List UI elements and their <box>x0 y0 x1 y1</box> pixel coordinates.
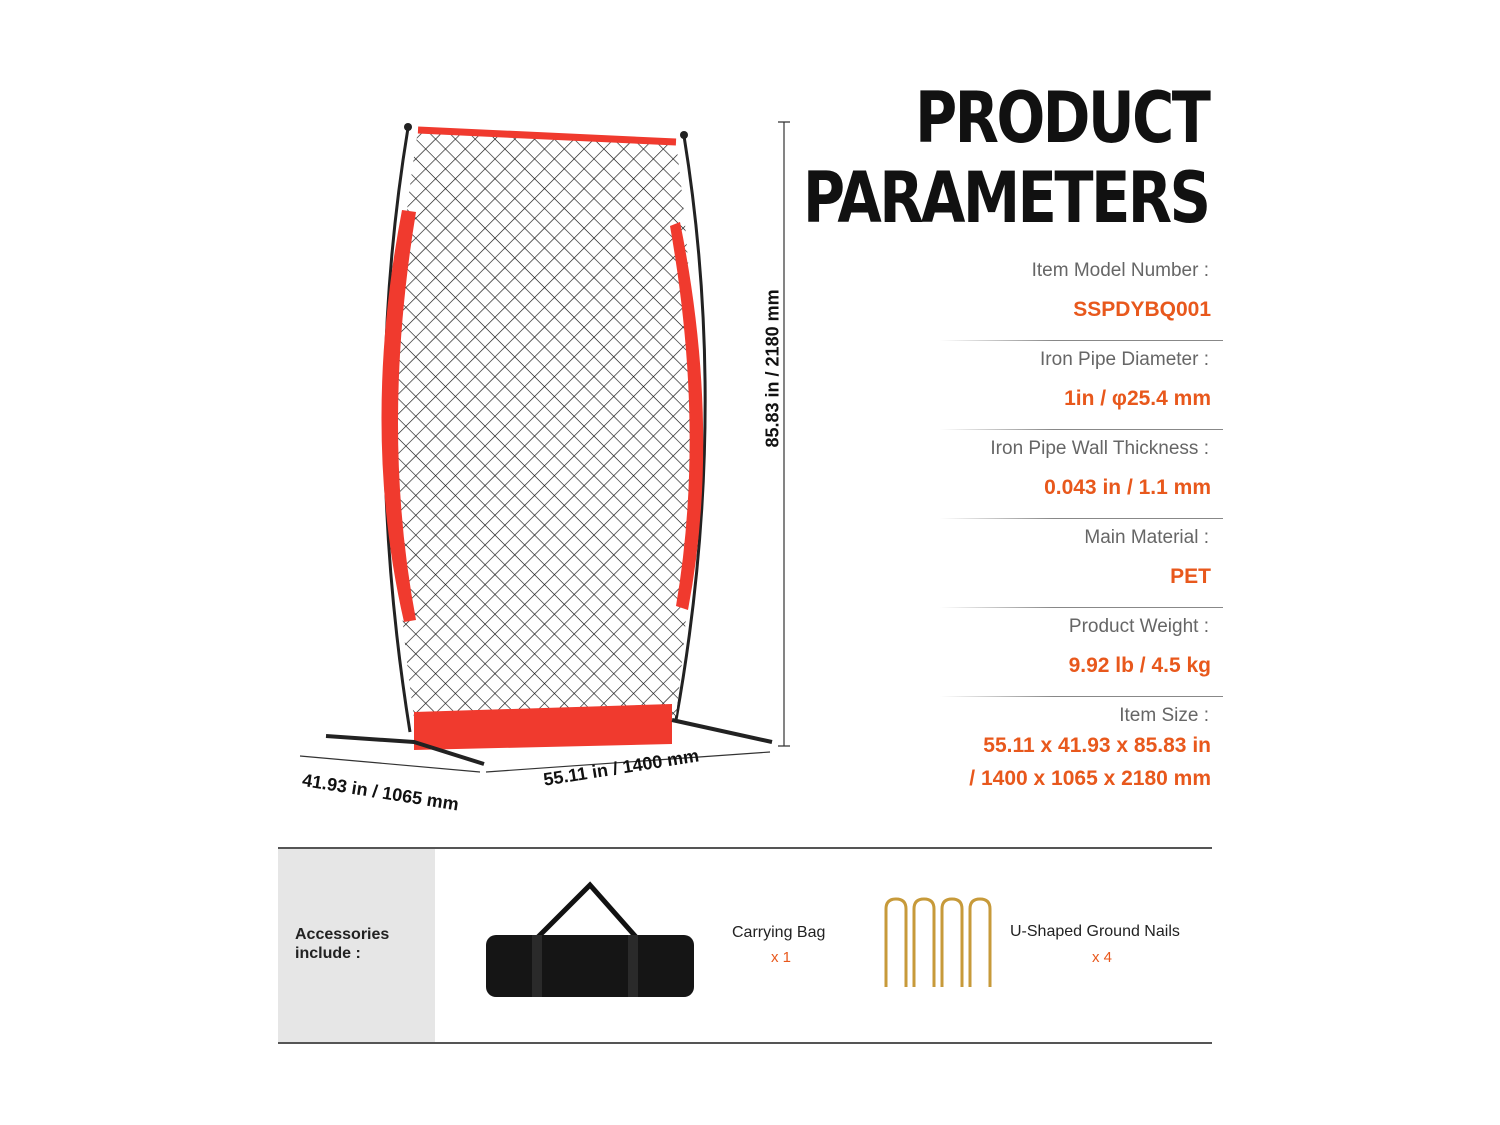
param-value: 9.92 lb / 4.5 kg <box>1068 654 1211 677</box>
item-size-line-2: / 1400 x 1065 x 2180 mm <box>969 767 1211 790</box>
param-pipe-diameter <box>920 341 1223 430</box>
accessory-name: U-Shaped Ground Nails <box>1010 923 1180 940</box>
net-mesh <box>394 130 694 718</box>
param-wall-thickness <box>920 430 1223 519</box>
accessories-label-cell <box>278 849 435 1042</box>
param-value: PET <box>1170 565 1211 588</box>
param-main-material <box>920 519 1223 608</box>
param-value: SSPDYBQ001 <box>1073 298 1211 321</box>
accessory-qty: x 1 <box>771 949 792 966</box>
param-label: Iron Pipe Wall Thickness : <box>990 438 1209 459</box>
param-label: Item Size : <box>1119 705 1209 726</box>
carrying-bag-icon <box>478 879 698 1001</box>
param-model-number <box>920 252 1223 341</box>
page-title <box>803 78 1208 238</box>
ground-nails-icon <box>880 895 1000 993</box>
depth-dimension-label: 41.93 in / 1065 mm <box>300 770 461 815</box>
param-item-size <box>920 697 1223 790</box>
param-product-weight <box>920 608 1223 697</box>
title-line-2: PARAMETERS <box>802 157 1208 239</box>
accessories-label: Accessories include : <box>295 926 390 962</box>
bottom-band <box>414 704 672 750</box>
base-right-foot <box>672 720 772 742</box>
param-value: 1in / φ25.4 mm <box>1064 387 1211 410</box>
param-label: Product Weight : <box>1068 616 1209 637</box>
height-dimension-label: 85.83 in / 2180 mm <box>762 289 783 448</box>
param-value: 0.043 in / 1.1 mm <box>1044 476 1211 499</box>
title-line-1: PRODUCT <box>914 77 1208 159</box>
accessory-name: Carrying Bag <box>732 924 826 941</box>
param-label: Iron Pipe Diameter : <box>1040 349 1209 370</box>
item-size-line-1: 55.11 x 41.93 x 85.83 in <box>983 734 1211 757</box>
param-value <box>969 729 1211 795</box>
accessory-qty: x 4 <box>1092 949 1113 966</box>
accessories-section <box>278 847 1212 1044</box>
param-label: Item Model Number : <box>1031 260 1209 281</box>
parameters-list <box>920 252 1223 790</box>
width-dimension-label: 55.11 in / 1400 mm <box>542 745 701 790</box>
param-label: Main Material : <box>1084 527 1209 548</box>
